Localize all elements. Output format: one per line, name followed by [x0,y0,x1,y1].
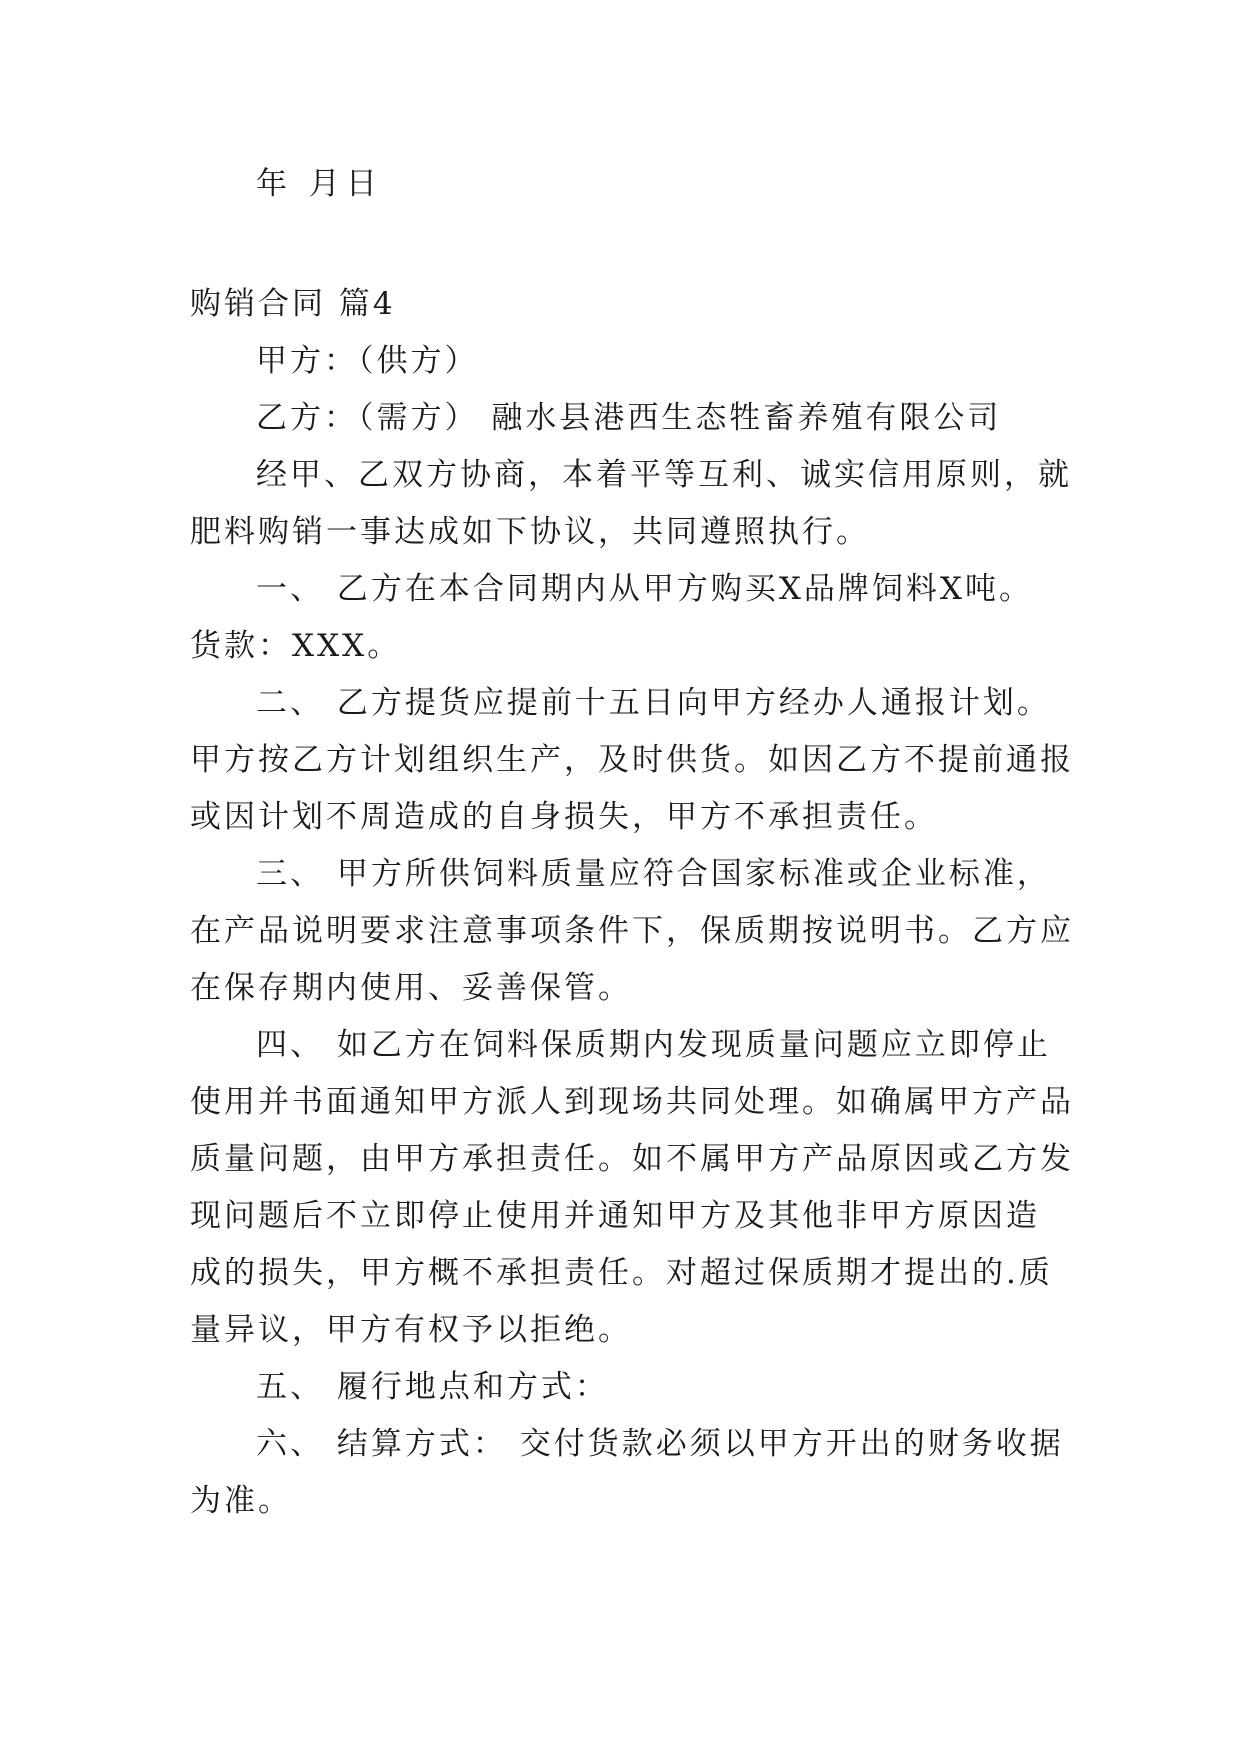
clause-3-line-1: 三、 甲方所供饲料质量应符合国家标准或企业标准， [256,856,1051,892]
party-a-line: 甲方：（供方） [256,343,479,379]
clause-1-line-1: 一、 乙方在本合同期内从甲方购买X品牌饲料X吨。 [256,571,1033,607]
clause-2-line-2: 甲方按乙方计划组织生产，及时供货。如因乙方不提前通报 [190,742,1074,778]
clause-4-line-4: 现问题后不立即停止使用并通知甲方及其他非甲方原因造 [190,1198,1040,1234]
clause-4-line-3: 质量问题，由甲方承担责任。如不属甲方产品原因或乙方发 [190,1141,1074,1177]
date-line: 年 月日 [256,166,383,202]
clause-6-line-1: 六、 结算方式： 交付货款必须以甲方开出的财务收据 [256,1426,1064,1462]
clause-1-line-2: 货款：XXX。 [190,628,402,664]
clause-3-line-2: 在产品说明要求注意事项条件下，保质期按说明书。乙方应 [190,913,1074,949]
clause-5-line: 五、 履行地点和方式： [256,1369,609,1405]
clause-6-line-2: 为准。 [190,1483,292,1519]
clause-2-line-3: 或因计划不周造成的自身损失，甲方不承担责任。 [190,799,938,835]
clause-4-line-1: 四、 如乙方在饲料保质期内发现质量问题应立即停止 [256,1027,1051,1063]
section-title: 购销合同 篇4 [190,286,396,322]
party-b-line: 乙方：（需方） 融水县港西生态牲畜养殖有限公司 [256,400,1002,436]
clause-2-line-1: 二、 乙方提货应提前十五日向甲方经办人通报计划。 [256,685,1051,721]
clause-4-line-2: 使用并书面通知甲方派人到现场共同处理。如确属甲方产品 [190,1084,1074,1120]
clause-4-line-6: 量异议，甲方有权予以拒绝。 [190,1312,632,1348]
clause-3-line-3: 在保存期内使用、妥善保管。 [190,970,632,1006]
intro-line-2: 肥料购销一事达成如下协议，共同遵照执行。 [190,514,870,550]
intro-line-1: 经甲、乙双方协商，本着平等互利、诚实信用原则，就 [256,457,1072,493]
clause-4-line-5: 成的损失，甲方概不承担责任。对超过保质期才提出的.质 [190,1255,1053,1291]
